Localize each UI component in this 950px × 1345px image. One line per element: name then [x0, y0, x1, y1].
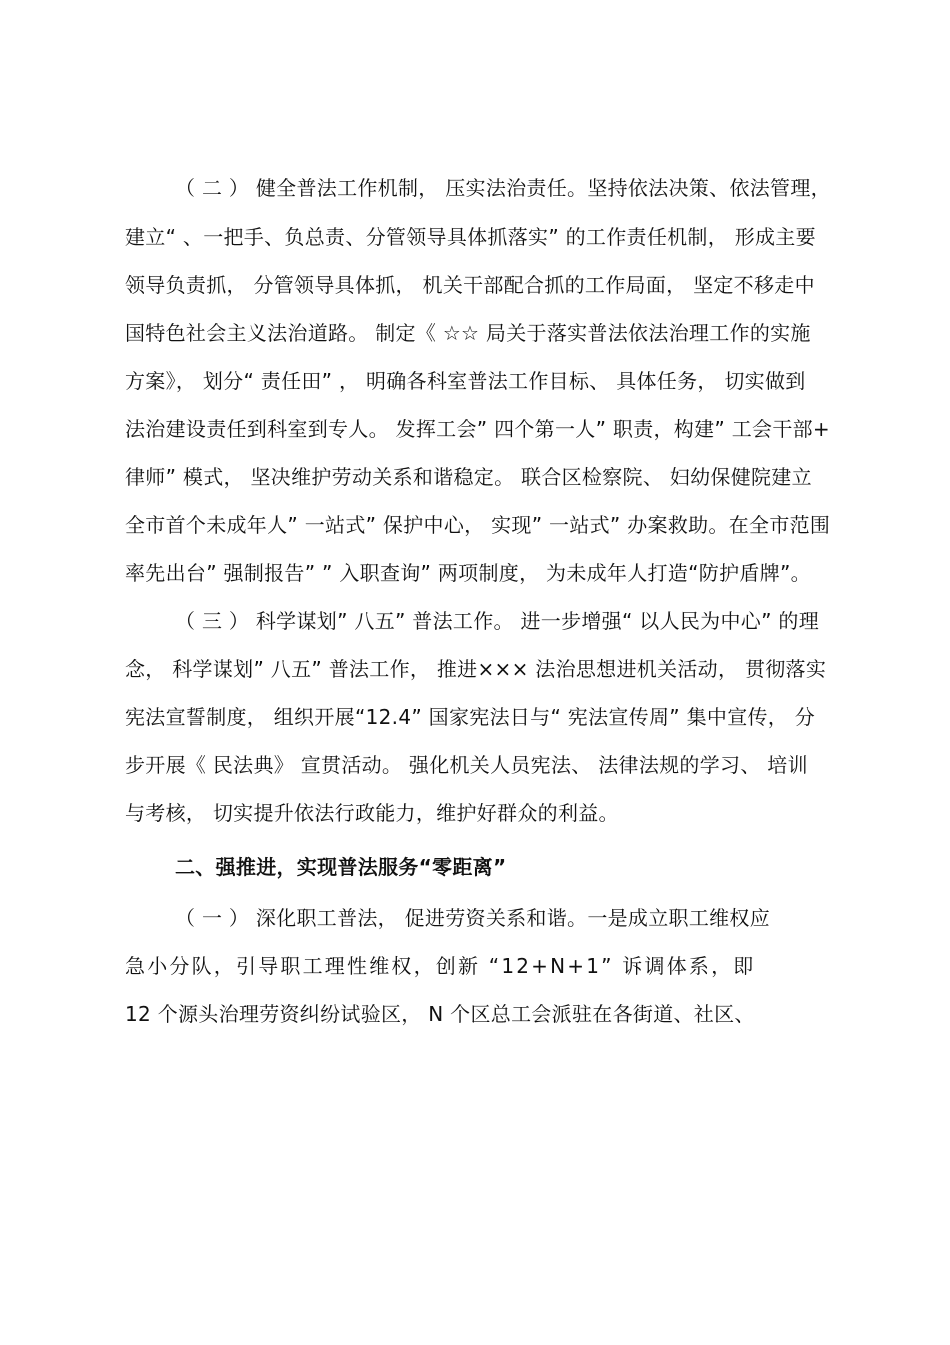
paragraph-2-line-4: 步开展《 民法典》 宣贯活动。 强化机关人员宪法、 法律法规的学习、 培训 [125, 753, 808, 777]
section-heading: 二、强推进，实现普法服务“零距离” [175, 855, 507, 879]
paragraph-3-line-3: 12 个源头治理劳资纠纷试验区， N 个区总工会派驻在各街道、社区、 [125, 1002, 755, 1026]
paragraph-1-line-1: （ 二 ） 健全普法工作机制， 压实法治责任。坚持依法决策、依法管理， [175, 176, 831, 200]
paragraph-1-line-2: 建立“ 、一把手、负总责、分管领导具体抓落实” 的工作责任机制， 形成主要 [125, 225, 816, 249]
paragraph-1-line-9: 率先出台” 强制报告” ” 入职查询” 两项制度， 为未成年人打造“防护盾牌”。 [125, 561, 811, 585]
paragraph-2-line-5: 与考核， 切实提升依法行政能力，维护好群众的利益。 [125, 801, 619, 825]
paragraph-2-line-1: （ 三 ） 科学谋划” 八五” 普法工作。 进一步增强“ 以人民为中心” 的理 [175, 609, 820, 633]
paragraph-1-line-8: 全市首个未成年人” 一站式” 保护中心， 实现” 一站式” 办案救助。在全市范围 [125, 513, 831, 537]
paragraph-1-line-7: 律师” 模式， 坚决维护劳动关系和谐稳定。 联合区检察院、 妇幼保健院建立 [125, 465, 812, 489]
paragraph-2-line-3: 宪法宣誓制度， 组织开展“12.4” 国家宪法日与“ 宪法宣传周” 集中宣传， 分 [125, 705, 816, 729]
paragraph-1-line-3: 领导负责抓， 分管领导具体抓， 机关干部配合抓的工作局面， 坚定不移走中 [125, 273, 815, 297]
paragraph-3-line-2: 急小分队，引导职工理性维权，创新 “12+N+1” 诉调体系，即 [125, 954, 756, 978]
paragraph-2-line-2: 念， 科学谋划” 八五” 普法工作， 推进××× 法治思想进机关活动， 贯彻落实 [125, 657, 827, 681]
paragraph-1-line-6: 法治建设责任到科室到专人。 发挥工会” 四个第一人” 职责，构建” 工会干部+ [125, 417, 830, 441]
paragraph-1-line-4: 国特色社会主义法治道路。 制定《 ☆☆ 局关于落实普法依法治理工作的实施 [125, 321, 811, 345]
paragraph-1-line-5: 方案》， 划分“ 责任田” ， 明确各科室普法工作目标、 具体任务， 切实做到 [125, 369, 806, 393]
paragraph-3-line-1: （ 一 ） 深化职工普法， 促进劳资关系和谐。一是成立职工维权应 [175, 906, 771, 930]
